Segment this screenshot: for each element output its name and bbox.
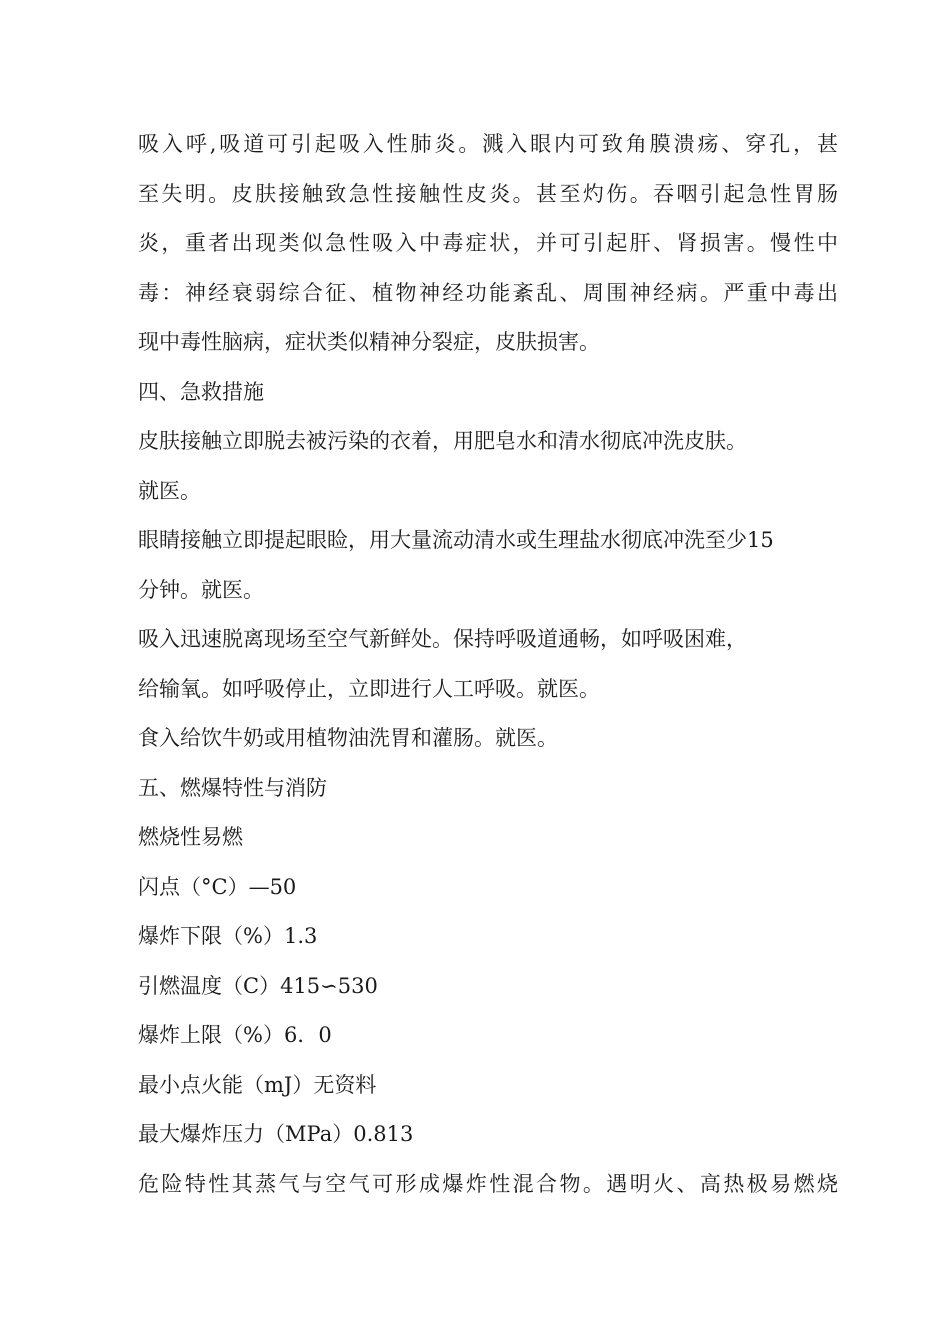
paragraph-line: 给输氧。如呼吸停止，立即进行人工呼吸。就医。 [138,676,600,701]
property-minimum-ignition-energy: 最小点火能（mJ）无资料 [138,1072,377,1097]
paragraph-line: 食入给饮牛奶或用植物油洗胃和灌肠。就医。 [138,726,558,750]
property-ignition-temperature: 引燃温度（C）415∽530 [138,973,378,998]
section-heading-first-aid: 四、急救措施 [138,379,264,404]
property-flash-point: 闪点（°C）—50 [138,874,297,899]
section-heading-fire-explosion: 五、燃爆特性与消防 [138,775,327,800]
paragraph-line: 分钟。就医。 [138,577,264,602]
property-hazard-characteristics: 危险特性其蒸气与空气可形成爆炸性混合物。遇明火、高热极易燃烧 [138,1171,838,1196]
property-flammability: 燃烧性易燃 [138,825,243,849]
property-max-explosion-pressure: 最大爆炸压力（MPa）0.813 [138,1122,414,1146]
document-body [138,120,838,1209]
property-lower-explosive-limit: 爆炸下限（%）1.3 [138,924,318,948]
paragraph-line: 吸入迅速脱离现场至空气新鲜处。保持呼吸道通畅，如呼吸困难， [138,627,747,651]
paragraph-line: 现中毒性脑病，症状类似精神分裂症，皮肤损害。 [138,330,600,354]
paragraph-line: 炎，重者出现类似急性吸入中毒症状，并可引起肝、肾损害。慢性中 [138,231,838,255]
paragraph-line: 皮肤接触立即脱去被污染的衣着，用肥皂水和清水彻底冲洗皮肤。 [138,429,747,453]
paragraph-line: 吸入呼,吸道可引起吸入性肺炎。溅入眼内可致角膜溃疡、穿孔，甚 [138,132,838,156]
paragraph-line: 至失明。皮肤接触致急性接触性皮炎。甚至灼伤。吞咽引起急性胃肠 [138,181,838,206]
paragraph-line: 就医。 [138,478,201,503]
paragraph-line: 眼睛接触立即提起眼睑，用大量流动清水或生理盐水彻底冲洗至少15 [138,528,774,552]
property-upper-explosive-limit: 爆炸上限（%）6．0 [138,1023,332,1047]
paragraph-line: 毒：神经衰弱综合征、植物神经功能紊乱、周围神经病。严重中毒出 [138,280,838,305]
